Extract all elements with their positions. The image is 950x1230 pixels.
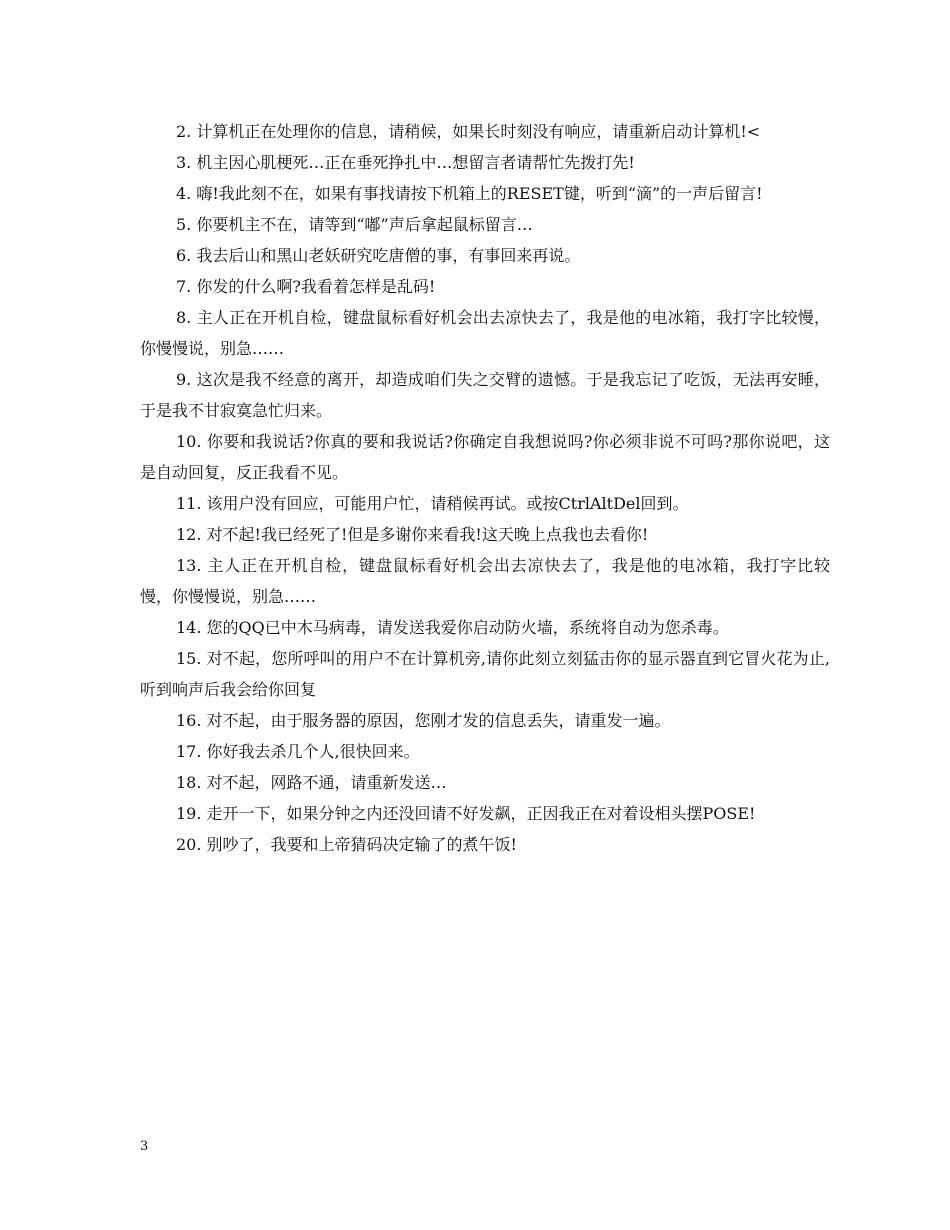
list-item-9: 9. 这次是我不经意的离开，却造成咱们失之交臂的遗憾。于是我忘记了吃饭，无法再安睡，于是我不甘寂寞急忙归来。 — [140, 370, 830, 420]
list-item-16: 16. 对不起，由于服务器的原因，您刚才发的信息丢失，请重发一遍。 — [176, 711, 671, 730]
list-item-10: 10. 你要和我说话?你真的要和我说话?你确定自我想说吗?你必须非说不可吗?那你说吧，这是自动回复，反正我看不见。 — [140, 432, 830, 482]
list-item-18: 18. 对不起，网路不通，请重新发送… — [176, 773, 447, 792]
list-item-20: 20. 别吵了，我要和上帝猜码决定输了的煮午饭! — [176, 835, 517, 854]
list-item-5: 5. 你要机主不在，请等到“嘟”声后拿起鼠标留言… — [176, 215, 533, 234]
list-item-12: 12. 对不起!我已经死了!但是多谢你来看我!这天晚上点我也去看你! — [176, 525, 649, 544]
page-number: 3 — [140, 1139, 149, 1154]
list-item-8: 8. 主人正在开机自检，键盘鼠标看好机会出去凉快去了，我是他的电冰箱，我打字比较慢，你慢慢说，别急…… — [140, 308, 830, 358]
document-body — [140, 116, 830, 860]
list-item-13: 13. 主人正在开机自检，键盘鼠标看好机会出去凉快去了，我是他的电冰箱，我打字比较慢，你慢慢说，别急…… — [140, 556, 830, 606]
list-item-17: 17. 你好我去杀几个人,很快回来。 — [176, 742, 420, 761]
list-item-7: 7. 你发的什么啊?我看着怎样是乱码! — [176, 277, 436, 296]
list-item-3: 3. 机主因心肌梗死…正在垂死挣扎中…想留言者请帮忙先拨打先! — [176, 153, 635, 172]
list-item-11: 11. 该用户没有回应，可能用户忙，请稍候再试。或按CtrlAltDel回到。 — [176, 494, 689, 513]
list-item-15: 15. 对不起，您所呼叫的用户不在计算机旁,请你此刻立刻猛击你的显示器直到它冒火花为止,听到响声后我会给你回复 — [140, 649, 830, 699]
list-item-4: 4. 嗨!我此刻不在，如果有事找请按下机箱上的RESET键，听到“滴”的一声后留言! — [176, 184, 763, 203]
list-item-19: 19. 走开一下，如果分钟之内还没回请不好发飙，正因我正在对着设相头摆POSE! — [176, 804, 756, 823]
list-item-14: 14. 您的QQ已中木马病毒，请发送我爱你启动防火墙，系统将自动为您杀毒。 — [176, 618, 729, 637]
list-item-2: 2. 计算机正在处理你的信息，请稍候，如果长时刻没有响应，请重新启动计算机!< — [176, 122, 761, 141]
list-item-6: 6. 我去后山和黑山老妖研究吃唐僧的事，有事回来再说。 — [176, 246, 581, 265]
